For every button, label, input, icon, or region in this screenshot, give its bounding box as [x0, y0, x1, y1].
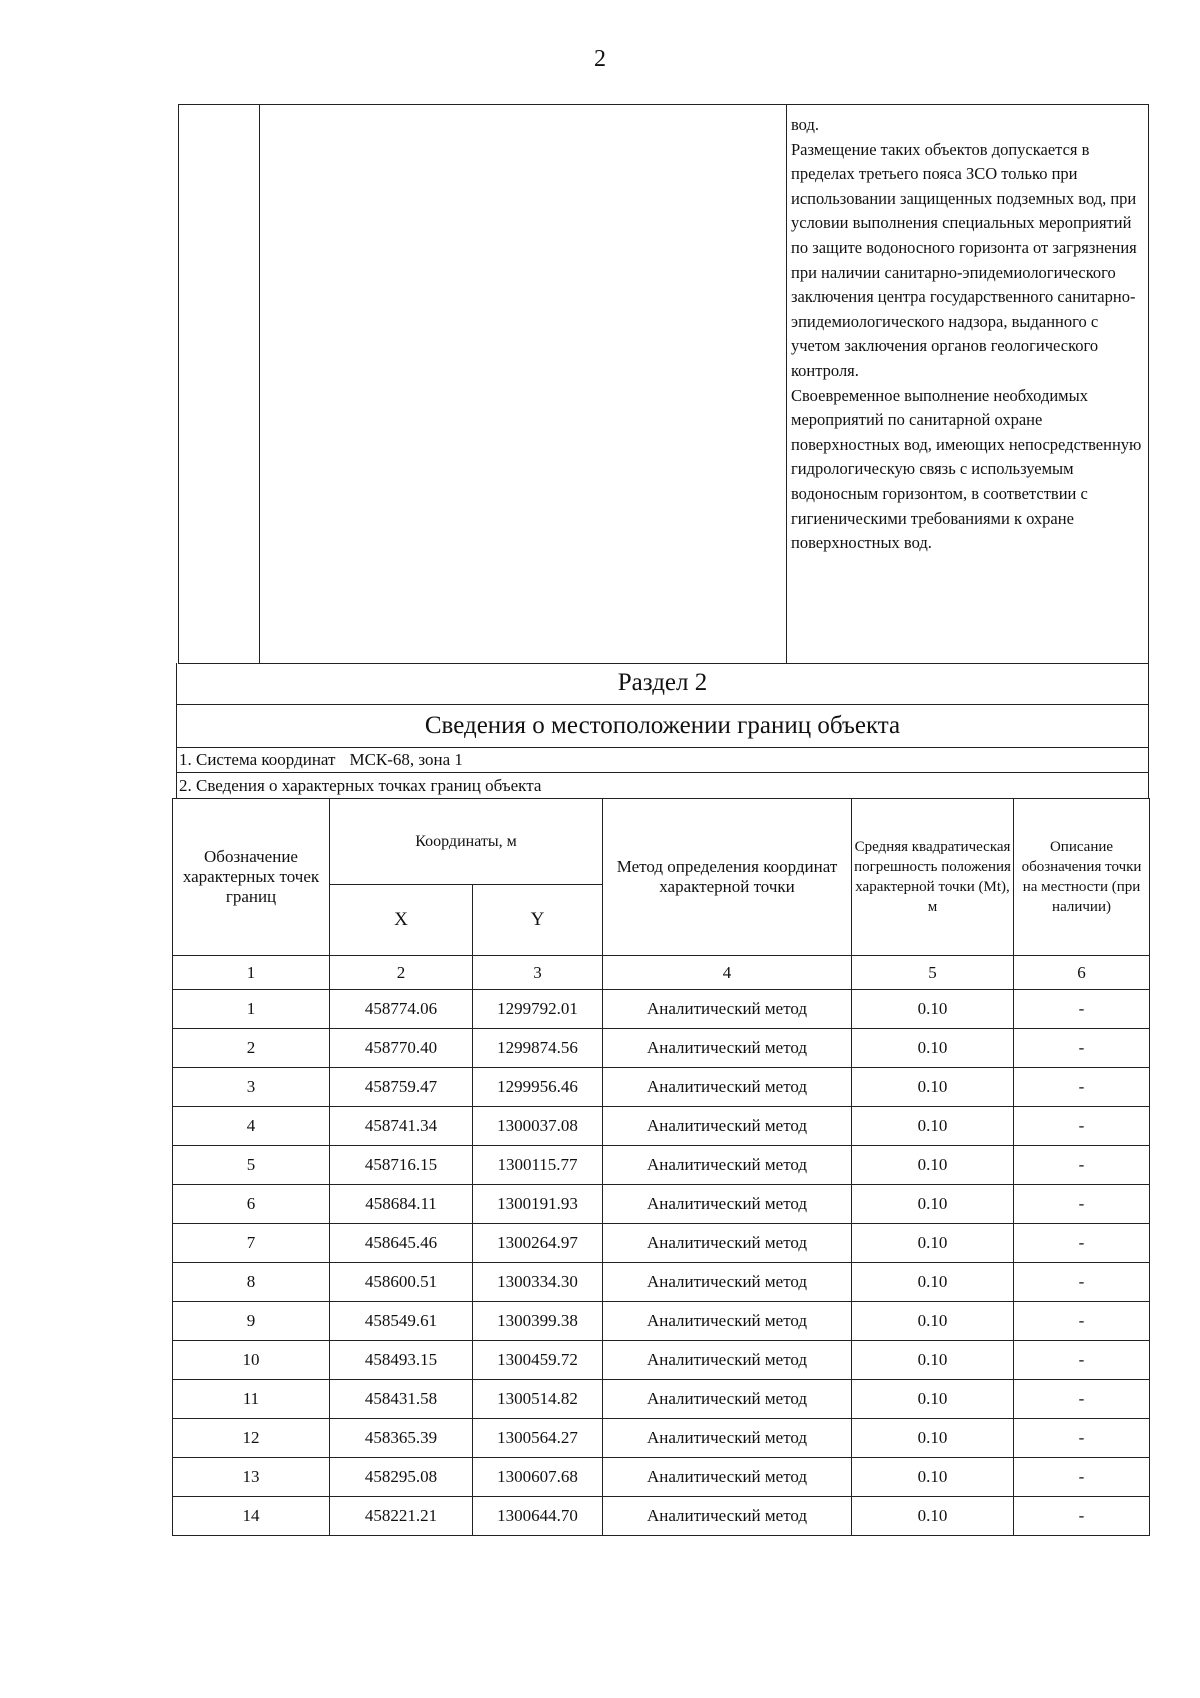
- method: Аналитический метод: [603, 1029, 852, 1068]
- point-description: -: [1014, 1419, 1150, 1458]
- coord-x: 458549.61: [330, 1302, 473, 1341]
- mean-error: 0.10: [852, 1458, 1014, 1497]
- mean-error: 0.10: [852, 1185, 1014, 1224]
- table-row: [173, 1146, 1150, 1185]
- method: Аналитический метод: [603, 1185, 852, 1224]
- point-number: 11: [173, 1380, 330, 1419]
- mean-error: 0.10: [852, 1497, 1014, 1536]
- table-row: [173, 1263, 1150, 1302]
- method: Аналитический метод: [603, 1224, 852, 1263]
- coord-y: 1300037.08: [473, 1107, 603, 1146]
- table-row: [173, 1107, 1150, 1146]
- mean-error: 0.10: [852, 990, 1014, 1029]
- coord-y: 1300514.82: [473, 1380, 603, 1419]
- coord-y: 1300564.27: [473, 1419, 603, 1458]
- mean-error: 0.10: [852, 1419, 1014, 1458]
- table-row: [173, 1341, 1150, 1380]
- coord-y: 1300334.30: [473, 1263, 603, 1302]
- coord-x: 458600.51: [330, 1263, 473, 1302]
- column-divider: [259, 105, 260, 663]
- method: Аналитический метод: [603, 1497, 852, 1536]
- point-number: 3: [173, 1068, 330, 1107]
- coord-y: 1300644.70: [473, 1497, 603, 1536]
- coord-system-label: 1. Система координат: [179, 750, 336, 769]
- coord-x: 458221.21: [330, 1497, 473, 1536]
- coord-y: 1299874.56: [473, 1029, 603, 1068]
- method: Аналитический метод: [603, 990, 852, 1029]
- coord-x: 458774.06: [330, 990, 473, 1029]
- table-row: [173, 1419, 1150, 1458]
- mean-error: 0.10: [852, 1146, 1014, 1185]
- coord-y: 1299792.01: [473, 990, 603, 1029]
- table-row: [173, 1302, 1150, 1341]
- coord-y: 1300264.97: [473, 1224, 603, 1263]
- coord-y: 1300607.68: [473, 1458, 603, 1497]
- column-number: 1: [173, 956, 330, 990]
- column-number: 3: [473, 956, 603, 990]
- table-row: [173, 1029, 1150, 1068]
- table-row: [173, 1224, 1150, 1263]
- coord-y: 1300115.77: [473, 1146, 603, 1185]
- coord-y: 1300191.93: [473, 1185, 603, 1224]
- coord-x: 458645.46: [330, 1224, 473, 1263]
- mean-error: 0.10: [852, 1380, 1014, 1419]
- point-description: -: [1014, 1185, 1150, 1224]
- point-number: 13: [173, 1458, 330, 1497]
- coord-x: 458759.47: [330, 1068, 473, 1107]
- section-subtitle: Сведения о местоположении границ объекта: [176, 705, 1149, 748]
- coord-x: 458684.11: [330, 1185, 473, 1224]
- method: Аналитический метод: [603, 1341, 852, 1380]
- page-number: 2: [594, 46, 606, 72]
- coord-x: 458365.39: [330, 1419, 473, 1458]
- point-number: 4: [173, 1107, 330, 1146]
- header-y: Y: [473, 885, 603, 956]
- point-description: -: [1014, 1380, 1150, 1419]
- coord-system-row: [176, 748, 1149, 773]
- point-number: 10: [173, 1341, 330, 1380]
- table-row: [173, 1380, 1150, 1419]
- coord-x: 458716.15: [330, 1146, 473, 1185]
- coord-x: 458295.08: [330, 1458, 473, 1497]
- mean-error: 0.10: [852, 1107, 1014, 1146]
- point-number: 12: [173, 1419, 330, 1458]
- point-number: 5: [173, 1146, 330, 1185]
- mean-error: 0.10: [852, 1029, 1014, 1068]
- method: Аналитический метод: [603, 1068, 852, 1107]
- section-title: Раздел 2: [176, 663, 1149, 705]
- coord-x: 458493.15: [330, 1341, 473, 1380]
- point-number: 6: [173, 1185, 330, 1224]
- table-row: [173, 990, 1150, 1029]
- header-designation: Обозначение характерных точек границ: [173, 799, 330, 956]
- coord-y: 1300399.38: [473, 1302, 603, 1341]
- restrictions-text: вод. Размещение таких объектов допускается в пределах третьего пояса ЗСО только при использовании защищенных подземных вод, при условии выполнения специальных мероприятий по защите водоносного горизонта от загрязнения при наличии санитарно-эпидемиологического заключения центра государственного санитарно-эпидемиологического надзора, выданного с учетом заключения органов геологического контроля. Своевременное выполнение необходимых мероприятий по санитарной охране поверхностных вод, имеющих непосредственную гидрологическую связь с используемым водоносным горизонтом, в соответствии с гигиеническими требованиями к охране поверхностных вод.: [791, 115, 1142, 553]
- method: Аналитический метод: [603, 1458, 852, 1497]
- points-label-row: 2. Сведения о характерных точках границ объекта: [176, 773, 1149, 799]
- point-description: -: [1014, 1068, 1150, 1107]
- point-description: -: [1014, 1458, 1150, 1497]
- point-description: -: [1014, 1302, 1150, 1341]
- mean-error: 0.10: [852, 1224, 1014, 1263]
- column-divider: [786, 105, 787, 663]
- point-number: 7: [173, 1224, 330, 1263]
- point-number: 9: [173, 1302, 330, 1341]
- coord-x: 458431.58: [330, 1380, 473, 1419]
- point-number: 14: [173, 1497, 330, 1536]
- header-description: Описание обозначения точки на местности (при наличии): [1014, 799, 1150, 956]
- coord-y: 1300459.72: [473, 1341, 603, 1380]
- header-method: Метод определения координат характерной точки: [603, 799, 852, 956]
- point-description: -: [1014, 990, 1150, 1029]
- point-description: -: [1014, 1224, 1150, 1263]
- table-row: [173, 1068, 1150, 1107]
- column-number: 4: [603, 956, 852, 990]
- coord-x: 458770.40: [330, 1029, 473, 1068]
- method: Аналитический метод: [603, 1302, 852, 1341]
- point-description: -: [1014, 1029, 1150, 1068]
- point-number: 1: [173, 990, 330, 1029]
- continuation-table-cell: [178, 104, 1149, 664]
- point-description: -: [1014, 1146, 1150, 1185]
- mean-error: 0.10: [852, 1302, 1014, 1341]
- coord-x: 458741.34: [330, 1107, 473, 1146]
- mean-error: 0.10: [852, 1341, 1014, 1380]
- point-description: -: [1014, 1497, 1150, 1536]
- mean-error: 0.10: [852, 1068, 1014, 1107]
- column-number: 2: [330, 956, 473, 990]
- table-row: [173, 1497, 1150, 1536]
- point-description: -: [1014, 1341, 1150, 1380]
- header-x: X: [330, 885, 473, 956]
- coord-y: 1299956.46: [473, 1068, 603, 1107]
- method: Аналитический метод: [603, 1107, 852, 1146]
- table-row: [173, 1458, 1150, 1497]
- point-description: -: [1014, 1107, 1150, 1146]
- method: Аналитический метод: [603, 1380, 852, 1419]
- method: Аналитический метод: [603, 1263, 852, 1302]
- boundary-points-table: [172, 798, 1150, 1536]
- coord-system-value: МСК-68, зона 1: [349, 750, 463, 769]
- header-coordinates: Координаты, м: [330, 799, 603, 885]
- point-number: 8: [173, 1263, 330, 1302]
- method: Аналитический метод: [603, 1419, 852, 1458]
- table-row: [173, 1185, 1150, 1224]
- method: Аналитический метод: [603, 1146, 852, 1185]
- column-number: 5: [852, 956, 1014, 990]
- mean-error: 0.10: [852, 1263, 1014, 1302]
- point-description: -: [1014, 1263, 1150, 1302]
- column-number: 6: [1014, 956, 1150, 990]
- header-error: Средняя квадратическая погрешность положения характерной точки (Mt), м: [852, 799, 1014, 956]
- point-number: 2: [173, 1029, 330, 1068]
